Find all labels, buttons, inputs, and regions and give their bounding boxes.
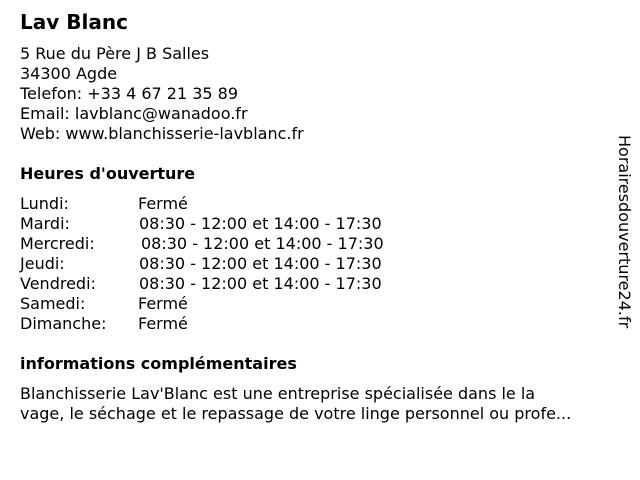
day-label: Mardi: xyxy=(20,214,70,233)
business-description xyxy=(20,384,620,424)
email-address: Email: lavblanc@wanadoo.fr xyxy=(20,104,248,123)
day-hours: 08:30 - 12:00 et 14:00 - 17:30 xyxy=(139,214,382,233)
business-name: Lav Blanc xyxy=(20,10,128,34)
city-postcode: 34300 Agde xyxy=(20,64,118,83)
day-label: Samedi: xyxy=(20,294,86,313)
opening-hours-heading: Heures d'ouverture xyxy=(20,164,196,183)
day-hours: 08:30 - 12:00 et 14:00 - 17:30 xyxy=(139,254,382,273)
day-label: Mercredi: xyxy=(20,234,95,253)
phone-number: Telefon: +33 4 67 21 35 89 xyxy=(20,84,239,103)
description-line: vage, le séchage et le repassage de votre linge personnel ou profe... xyxy=(20,404,572,423)
website: Web: www.blanchisserie-lavblanc.fr xyxy=(20,124,304,143)
day-hours: Fermé xyxy=(138,294,188,313)
site-watermark xyxy=(612,135,636,345)
day-label: Lundi: xyxy=(20,194,69,213)
watermark-text: Horairesdouverture24.fr xyxy=(615,135,634,329)
day-label: Jeudi: xyxy=(20,254,65,273)
day-hours: Fermé xyxy=(138,314,188,333)
additional-info-heading: informations complémentaires xyxy=(20,354,297,373)
day-hours: 08:30 - 12:00 et 14:00 - 17:30 xyxy=(139,274,382,293)
contact-details xyxy=(20,44,304,144)
day-hours: Fermé xyxy=(138,194,188,213)
day-label: Dimanche: xyxy=(20,314,107,333)
street-address: 5 Rue du Père J B Salles xyxy=(20,44,210,63)
day-label: Vendredi: xyxy=(20,274,96,293)
description-line: Blanchisserie Lav'Blanc est une entreprise spécialisée dans le la xyxy=(20,384,536,403)
day-hours: 08:30 - 12:00 et 14:00 - 17:30 xyxy=(141,234,384,253)
